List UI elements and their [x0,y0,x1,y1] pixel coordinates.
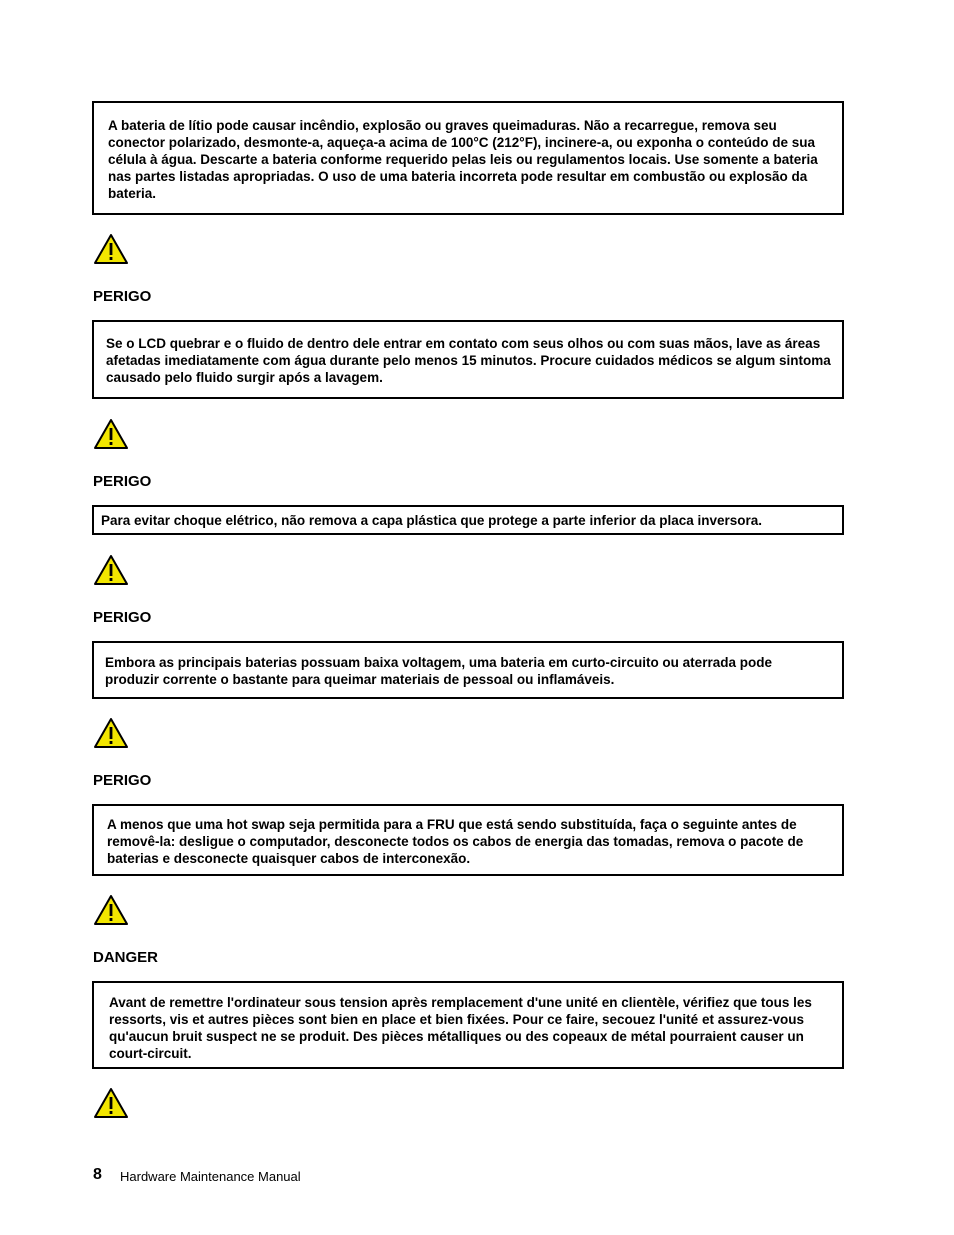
danger-heading-1: PERIGO [93,288,152,305]
notice-text-3: Embora as principais baterias possuam baixa voltagem, uma bateria em curto-circuito ou aterrada pode produzir corrente o bastante para queimar materiais de pessoal ou inflamáveis. [105,655,772,687]
notice-box-1 [92,320,844,399]
notice-text-0: A bateria de lítio pode causar incêndio, explosão ou graves queimaduras. Não a recarregue, remova seu conector polarizado, desmonte-a, aqueça-a acima de 100°C (212°F), incinere-a, ou exponha o conteúdo de sua célula à água. Descarte a bateria conforme requerido pelas leis ou regulamentos locais. Use somente a bateria nas partes listadas apropriadas. O uso de uma bateria incorreta pode resultar em combustão ou explosão da bateria. [108,118,818,201]
danger-heading-2: PERIGO [93,473,152,490]
notice-text-1: Se o LCD quebrar e o fluido de dentro dele entrar em contato com seus olhos ou com suas mãos, lave as áreas afetadas imediatamente com água durante pelo menos 15 minutos. Procure cuidados médicos se algum sintoma causado pelo fluido surgir após a lavagem. [106,336,831,385]
notice-text-4: A menos que uma hot swap seja permitida para a FRU que está sendo substituída, faça o seguinte antes de removê-la: desligue o computador, desconecte todos os cabos de energia das tomadas, remova o pacote de baterias e desconecte quaisquer cabos de interconexão. [107,817,804,866]
danger-heading-3: PERIGO [93,609,152,626]
page-number: 8 [93,1166,102,1183]
notice-box-3 [92,641,844,699]
notice-box-0 [92,101,844,215]
danger-heading-4: PERIGO [93,772,152,789]
warning-triangle-icon [93,717,129,749]
manual-title: Hardware Maintenance Manual [120,1169,301,1184]
warning-triangle-icon [93,418,129,450]
notice-text-5: Avant de remettre l'ordinateur sous tension après remplacement d'une unité en clientèle, vérifiez que tous les ressorts, vis et autres pièces sont bien en place et bien fixées. Pour ce faire, secouez l'unité et assurez-vous qu'aucun bruit suspect ne se produit. Des pièces métalliques ou des copeaux de métal pourraient causer un court-circuit. [109,995,812,1061]
warning-triangle-icon [93,233,129,265]
warning-triangle-icon [93,1087,129,1119]
notice-text-2: Para evitar choque elétrico, não remova a capa plástica que protege a parte inferior da placa inversora. [101,513,763,528]
danger-heading-5: DANGER [93,949,159,966]
warning-triangle-icon [93,554,129,586]
notice-box-4 [92,804,844,876]
notice-box-5 [92,981,844,1069]
warning-triangle-icon [93,894,129,926]
notice-box-2 [92,505,844,535]
